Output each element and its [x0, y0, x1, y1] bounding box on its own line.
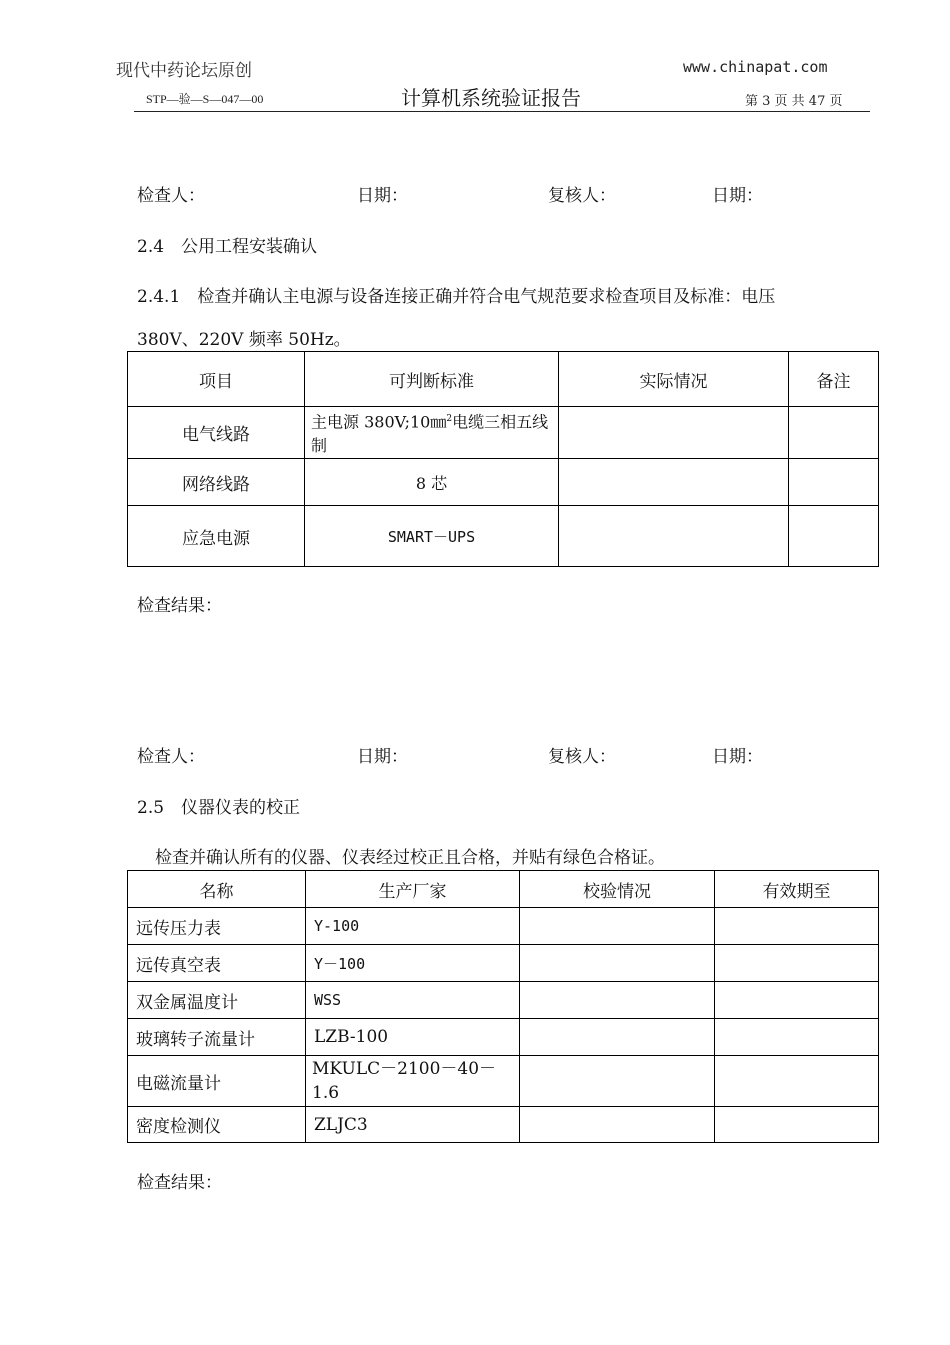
column-header: 备注: [789, 352, 879, 407]
table-row: [128, 908, 879, 945]
standard-cell: SMART－UPS: [305, 506, 559, 567]
item-cell: 应急电源: [128, 506, 305, 567]
reviewer-label: 复核人：: [548, 747, 616, 767]
table-row: [128, 1107, 879, 1143]
check-cell[interactable]: [520, 982, 715, 1019]
document-title: 计算机系统验证报告: [401, 86, 581, 110]
date-label: 日期：: [357, 186, 408, 206]
valid-cell[interactable]: [715, 982, 879, 1019]
name-cell: 远传压力表: [128, 908, 306, 945]
column-header: 名称: [128, 871, 306, 908]
standard-text-rest: 电缆三相五线制: [311, 412, 549, 456]
note-cell[interactable]: [789, 407, 879, 459]
subsection-text-line2: 380V、220V 频率 50Hz。: [137, 330, 351, 350]
superscript: 2: [446, 414, 453, 424]
document-code: STP—验—S—047—00: [146, 92, 264, 106]
date-label: 日期：: [357, 747, 408, 767]
check-cell[interactable]: [520, 1107, 715, 1143]
section-heading-2-4: 2.4 公用工程安装确认: [137, 237, 318, 257]
page-number: 第 3 页 共 47 页: [745, 94, 843, 109]
maker-cell: ZLJC3: [306, 1107, 520, 1143]
reviewer-label: 复核人：: [548, 186, 616, 206]
checker-label: 检查人：: [137, 186, 205, 206]
standard-text: 主电源 380V;10㎜: [311, 412, 447, 432]
table-row: [128, 459, 879, 506]
table-row: [128, 1019, 879, 1056]
column-header: 生产厂家: [306, 871, 520, 908]
valid-cell[interactable]: [715, 1056, 879, 1107]
name-cell: 电磁流量计: [128, 1056, 306, 1107]
note-cell[interactable]: [789, 506, 879, 567]
name-cell: 远传真空表: [128, 945, 306, 982]
column-header: 实际情况: [559, 352, 789, 407]
check-cell[interactable]: [520, 1019, 715, 1056]
column-header: 校验情况: [520, 871, 715, 908]
maker-cell: MKULC－2100－40－1.6: [306, 1056, 520, 1107]
name-cell: 密度检测仪: [128, 1107, 306, 1143]
table-row: [128, 945, 879, 982]
table-header-row: [128, 871, 879, 908]
maker-cell: Y－100: [306, 945, 520, 982]
check-cell[interactable]: [520, 908, 715, 945]
valid-cell[interactable]: [715, 1107, 879, 1143]
actual-cell[interactable]: [559, 506, 789, 567]
header-source-text: 现代中药论坛原创: [116, 61, 252, 81]
check-cell[interactable]: [520, 945, 715, 982]
header-url: www.chinapat.com: [683, 58, 828, 76]
maker-cell: LZB-100: [306, 1019, 520, 1056]
actual-cell[interactable]: [559, 459, 789, 506]
header-divider: [134, 111, 870, 112]
item-cell: 电气线路: [128, 407, 305, 459]
maker-cell: Y-100: [306, 908, 520, 945]
section-heading-2-5: 2.5 仪器仪表的校正: [137, 798, 301, 818]
utility-check-table: [127, 351, 879, 567]
table-header-row: [128, 352, 879, 407]
section-intro-text: 检查并确认所有的仪器、仪表经过校正且合格，并贴有绿色合格证。: [155, 848, 665, 868]
standard-cell: [305, 407, 559, 459]
table-row: [128, 982, 879, 1019]
valid-cell[interactable]: [715, 1019, 879, 1056]
valid-cell[interactable]: [715, 908, 879, 945]
table-row: [128, 506, 879, 567]
column-header: 项目: [128, 352, 305, 407]
check-result-label: 检查结果：: [137, 596, 222, 616]
maker-cell: WSS: [306, 982, 520, 1019]
column-header: 有效期至: [715, 871, 879, 908]
note-cell[interactable]: [789, 459, 879, 506]
standard-cell: 8 芯: [305, 459, 559, 506]
subsection-text-line1: 2.4.1 检查并确认主电源与设备连接正确并符合电气规范要求检查项目及标准：电压: [137, 287, 776, 307]
check-result-label: 检查结果：: [137, 1173, 222, 1193]
valid-cell[interactable]: [715, 945, 879, 982]
review-date-label: 日期：: [712, 747, 763, 767]
item-cell: 网络线路: [128, 459, 305, 506]
instrument-table: [127, 870, 879, 1143]
actual-cell[interactable]: [559, 407, 789, 459]
name-cell: 双金属温度计: [128, 982, 306, 1019]
column-header: 可判断标准: [305, 352, 559, 407]
review-date-label: 日期：: [712, 186, 763, 206]
checker-label: 检查人：: [137, 747, 205, 767]
table-row: [128, 1056, 879, 1107]
check-cell[interactable]: [520, 1056, 715, 1107]
name-cell: 玻璃转子流量计: [128, 1019, 306, 1056]
table-row: [128, 407, 879, 459]
